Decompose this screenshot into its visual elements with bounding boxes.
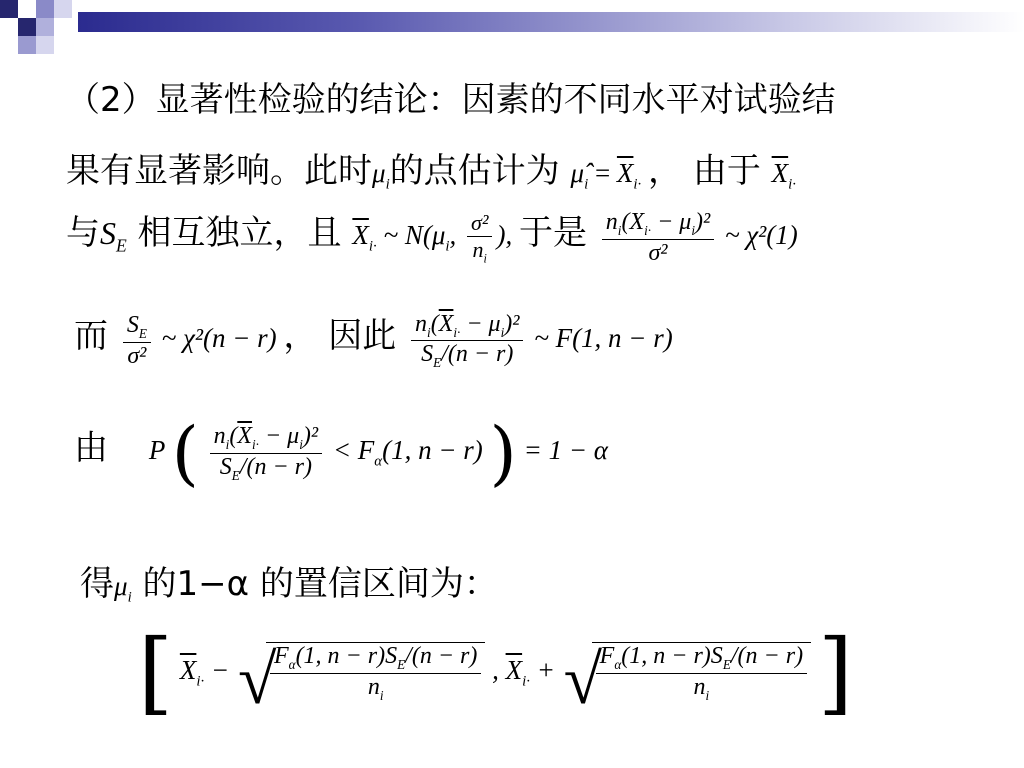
- math-SE: $S_E$: [100, 215, 127, 256]
- deco-square: [18, 18, 36, 36]
- deco-square: [36, 36, 54, 54]
- right-bracket: ]: [817, 620, 853, 725]
- text-line-6: [80, 556, 498, 606]
- math-confidence-interval: [138, 620, 853, 725]
- text-line-3: [66, 205, 798, 267]
- text-fragment: ， 由于: [648, 151, 761, 191]
- slide-header-decoration: [0, 0, 1024, 50]
- sqrt-term-left: √ $\frac{F_\alpha(1, n - r)S_E/(n - r)}{n_i}$: [266, 642, 485, 704]
- math-mu: $\mu_i$: [114, 571, 132, 606]
- math-chi-square-1: $\frac{n_i(X_{i\cdot} - \mu_i)^2}{\text{σ²}}$ ~ χ²(1): [598, 220, 798, 250]
- math-normal-distribution: $\overline{X}_{i\cdot}$ ~ $N(\mu_i$, $\frac{\text{σ²}}{n_i}$ ),: [352, 209, 513, 265]
- deco-square: [54, 0, 72, 18]
- text-fragment: 得: [80, 564, 114, 604]
- text-fragment: 的1−α 的置信区间为：: [131, 564, 498, 604]
- interval-left: $\overline{X}_{i\cdot}$ −: [179, 655, 230, 690]
- deco-square: [0, 0, 18, 18]
- sqrt-symbol: √: [237, 642, 277, 720]
- text-line-4: [74, 308, 673, 371]
- interval-right: $\overline{X}_{i\cdot}$ +: [505, 655, 555, 690]
- math-F-statistic: $\frac{n_i(\overline{X}_{i\cdot} - \mu_i)^2}{S_E/(n - r)}$ ~ F(1, n − r): [407, 323, 673, 353]
- text-fragment: 相互独立，且: [126, 213, 342, 253]
- deco-square: [0, 18, 18, 36]
- sqrt-term-right: √ $\frac{F_\alpha(1, n - r)S_E/(n - r)}{n_i}$: [592, 642, 811, 704]
- math-xbar: $\overline{X}_{i\cdot}$: [771, 158, 796, 193]
- text-fragment: 与: [66, 213, 100, 253]
- math-mu: $\mu_i$: [372, 158, 390, 193]
- text-line-2: [66, 143, 796, 193]
- sqrt-symbol: √: [563, 642, 603, 720]
- math-point-estimate: $\mû_i = \overline{X}_{i\cdot}$: [570, 158, 642, 193]
- text-fragment: 而: [74, 316, 108, 356]
- text-fragment: 于是: [518, 213, 587, 253]
- left-bracket: [: [138, 620, 174, 725]
- deco-square: [36, 0, 54, 18]
- conclusion-text: （2）显著性检验的结论：因素的不同水平对试验结: [66, 80, 836, 120]
- comma: ,: [492, 655, 499, 686]
- math-chi-square-n-r: $\frac{S_E}{\text{σ²}}$ ~ χ²(n − r): [119, 323, 284, 353]
- text-line-5: [74, 412, 608, 494]
- text-fragment: 由: [74, 428, 108, 469]
- math-probability-statement: P ( $\frac{n_i(\overline{X}_{i\cdot} - \mu_i)^2}{S_E/(n - r)}$ < $F_\alpha(1$, n − r) ) = 1 − α: [148, 412, 608, 494]
- header-gradient-bar: [78, 12, 1024, 32]
- text-line-1: [66, 72, 836, 121]
- deco-square: [18, 0, 36, 18]
- deco-square: [18, 36, 36, 54]
- text-fragment: 的点估计为: [389, 151, 560, 191]
- text-fragment: 果有显著影响。此时: [66, 151, 372, 191]
- deco-square: [36, 18, 54, 36]
- text-fragment: ， 因此: [283, 316, 397, 356]
